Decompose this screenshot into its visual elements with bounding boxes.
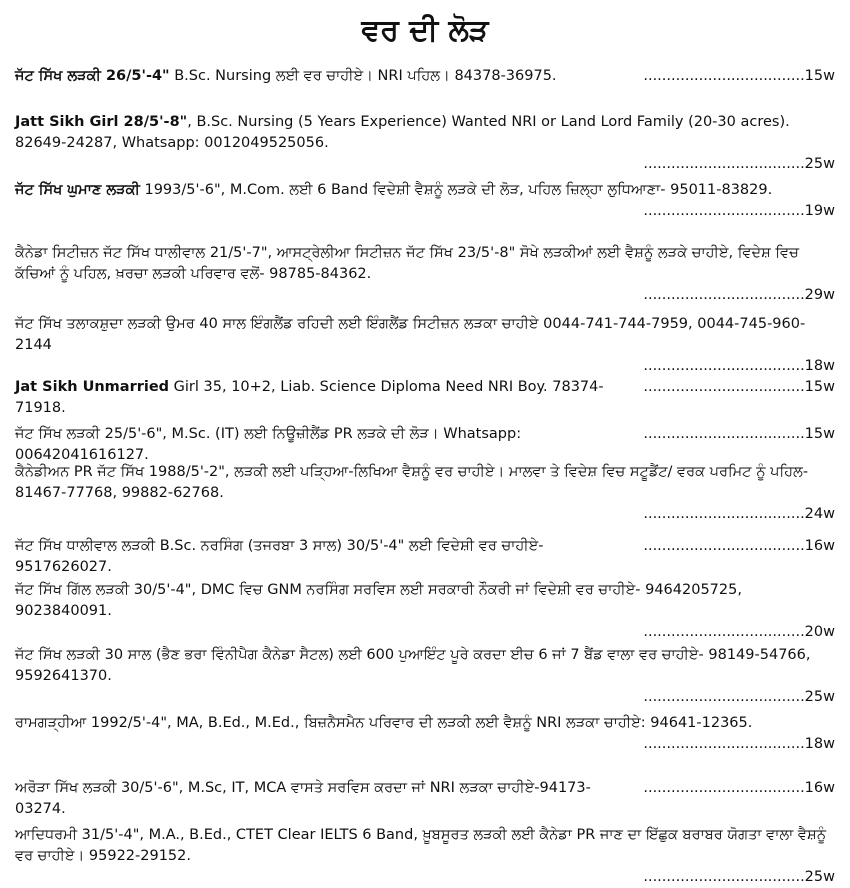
- ad-listing: [15, 112, 835, 175]
- ad-word-count: ...................................16w: [643, 780, 835, 796]
- ad-description: ਅਰੋੜਾ ਸਿੱਖ ਲੜਕੀ 30/5'-6", M.Sc, IT, MCA ਵਾਸਤੇ ਸਰਵਿਸ ਕਰਦਾ ਜਾਂ NRI ਲੜਕਾ ਚਾਹੀਏ-94173-03274.: [15, 780, 591, 817]
- ad-text: [15, 462, 835, 504]
- ad-description: ਜੱਟ ਸਿੱਖ ਧਾਲੀਵਾਲ ਲੜਕੀ B.Sc. ਨਰਸਿੰਗ (ਤਜਰਬਾ 3 ਸਾਲ) 30/5'-4" ਲਈ ਵਿਦੇਸ਼ੀ ਵਰ ਚਾਹੀਏ- 9517626027.: [15, 538, 544, 575]
- ad-text: [15, 580, 835, 622]
- ad-text: [15, 713, 835, 734]
- ad-heading: Jat Sikh Unmarried: [15, 379, 170, 395]
- ad-description: Girl 35, 10+2, Liab. Science Diploma Need NRI Boy. 78374-71918.: [15, 379, 604, 416]
- ad-text: [15, 314, 835, 356]
- ad-description: ਆਦਿਧਰਮੀ 31/5'-4", M.A., B.Ed., CTET Clear IELTS 6 Band, ਖ਼ੂਬਸੂਰਤ ਲੜਕੀ ਲਈ ਕੈਨੇਡਾ PR ਜਾਣ ਦਾ ਇੱਛੁਕ ਬਰਾਬਰ ਯੋਗਤਾ ਵਾਲਾ ਵੈਸ਼ਨੂੰ ਵਰ ਚਾਹੀਏ। 95922-29152.: [15, 827, 827, 864]
- ad-text: [15, 112, 835, 154]
- ad-word-count: ...................................16w: [643, 538, 835, 554]
- ad-word-count: ...................................25w: [643, 689, 835, 705]
- ad-listing: [15, 424, 835, 466]
- ad-word-count: ...................................29w: [643, 287, 835, 303]
- ad-description: , B.Sc. Nursing (5 Years Experience) Wanted NRI or Land Lord Family (20-30 acres). 82649-24287, Whatsapp: 0012049525056.: [15, 114, 790, 151]
- ad-text: [15, 66, 557, 87]
- ad-text: [15, 180, 835, 201]
- ad-listing: [15, 462, 835, 525]
- ad-listing: [15, 180, 835, 222]
- ad-description: 1993/5'-6", M.Com. ਲਈ 6 Band ਵਿਦੇਸ਼ੀ ਵੈਸ਼ਨੂੰ ਲੜਕੇ ਦੀ ਲੋੜ, ਪਹਿਲ ਜ਼ਿਲ੍ਹਾ ਲੁਧਿਆਣਾ- 95011-83829.: [139, 182, 773, 198]
- ad-text: [15, 424, 635, 466]
- ad-listing: [15, 580, 835, 643]
- ad-listing: [15, 645, 835, 708]
- ad-word-count: ...................................25w: [643, 869, 835, 885]
- ad-listing: [15, 825, 835, 888]
- ad-text: [15, 825, 835, 867]
- ad-description: ਕੈਨੇਡਾ ਸਿਟੀਜ਼ਨ ਜੱਟ ਸਿੱਖ ਧਾਲੀਵਾਲ 21/5'-7", ਆਸਟ੍ਰੇਲੀਆ ਸਿਟੀਜ਼ਨ ਜੱਟ ਸਿੱਖ 23/5'-8" ਸੋਖੇ ਲੜਕੀਆਂ ਲਈ ਵੈਸ਼ਨੂੰ ਲੜਕੇ ਚਾਹੀਏ, ਵਿਦੇਸ਼ ਵਿਚ ਕੱਚਿਆਂ ਨੂੰ ਪਹਿਲ, ਖ਼ਰਚਾ ਲੜਕੀ ਪਰਿਵਾਰ ਵਲੋਂ- 98785-84362.: [15, 245, 799, 282]
- ad-description: ਜੱਟ ਸਿੱਖ ਤਲਾਕਸ਼ੁਦਾ ਲੜਕੀ ਉਮਰ 40 ਸਾਲ ਇੰਗਲੈਂਡ ਰਹਿਦੀ ਲਈ ਇੰਗਲੈਂਡ ਸਿਟੀਜ਼ਨ ਲੜਕਾ ਚਾਹੀਏ 0044-741-744-7959, 0044-745-960-2144: [15, 316, 806, 353]
- ad-word-count: ...................................15w: [643, 379, 835, 395]
- ad-description: ਰਾਮਗੜ੍ਹੀਆ 1992/5'-4", MA, B.Ed., M.Ed., ਬਿਜ਼ਨੈਸਮੈਨ ਪਰਿਵਾਰ ਦੀ ਲੜਕੀ ਲਈ ਵੈਸ਼ਨੂੰ NRI ਲੜਕਾ ਚਾਹੀਏ: 94641-12365.: [15, 715, 753, 731]
- ad-listing: [15, 778, 835, 820]
- ad-text: [15, 645, 835, 687]
- ad-text: [15, 243, 835, 285]
- ad-word-count: ...................................24w: [643, 506, 835, 522]
- ad-word-count: ...................................19w: [643, 203, 835, 219]
- ad-text: [15, 778, 635, 820]
- ad-word-count: ...................................15w: [643, 68, 835, 84]
- ad-text: [15, 536, 635, 578]
- page-title: ਵਰ ਦੀ ਲੋੜ: [361, 13, 489, 48]
- ad-description: ਕੈਨੇਡੀਅਨ PR ਜੱਟ ਸਿੱਖ 1988/5'-2", ਲੜਕੀ ਲਈ ਪੜ੍ਹਿਆ-ਲਿਖਿਆ ਵੈਸ਼ਨੂੰ ਵਰ ਚਾਹੀਏ। ਮਾਲਵਾ ਤੇ ਵਿਦੇਸ਼ ਵਿਚ ਸਟੂਡੈਂਟ/ ਵਰਕ ਪਰਮਿਟ ਨੂੰ ਪਹਿਲ- 81467-77768, 99882-62768.: [15, 464, 809, 501]
- ad-word-count: ...................................25w: [643, 156, 835, 172]
- ad-text: [15, 377, 635, 419]
- ad-listing: [15, 243, 835, 306]
- ad-description: B.Sc. Nursing ਲਈ ਵਰ ਚਾਹੀਏ। NRI ਪਹਿਲ। 84378-36975.: [169, 68, 557, 84]
- ad-heading: Jatt Sikh Girl 28/5'-8": [15, 114, 188, 130]
- ad-listing: [15, 713, 835, 755]
- ad-description: ਜੱਟ ਸਿੱਖ ਗਿੱਲ ਲੜਕੀ 30/5'-4", DMC ਵਿਚ GNM ਨਰਸਿੰਗ ਸਰਵਿਸ ਲਈ ਸਰਕਾਰੀ ਨੌਕਰੀ ਜਾਂ ਵਿਦੇਸ਼ੀ ਵਰ ਚਾਹੀਏ- 9464205725, 9023840091.: [15, 582, 742, 619]
- ad-word-count: ...................................18w: [643, 736, 835, 752]
- ad-word-count: ...................................20w: [643, 624, 835, 640]
- ad-description: ਜੱਟ ਸਿੱਖ ਲੜਕੀ 30 ਸਾਲ (ਭੈਣ ਭਰਾ ਵਿੰਨੀਪੈਗ ਕੈਨੇਡਾ ਸੈਟਲ) ਲਈ 600 ਪੁਆਇੰਟ ਪੂਰੇ ਕਰਦਾ ਈਚ 6 ਜਾਂ 7 ਬੈਂਡ ਵਾਲਾ ਵਰ ਚਾਹੀਏ- 98149-54766, 9592641370.: [15, 647, 811, 684]
- ad-heading: ਜੱਟ ਸਿੱਖ ਘੁਮਾਣ ਲੜਕੀ: [15, 182, 140, 198]
- ad-listing: [15, 314, 835, 377]
- ad-listing: [15, 66, 835, 87]
- ad-listing: [15, 377, 835, 419]
- ad-heading: ਜੱਟ ਸਿੱਖ ਲੜਕੀ 26/5'-4": [15, 68, 170, 84]
- ad-description: ਜੱਟ ਸਿੱਖ ਲੜਕੀ 25/5'-6", M.Sc. (IT) ਲਈ ਨਿਊਜ਼ੀਲੈਂਡ PR ਲੜਕੇ ਦੀ ਲੋੜ। Whatsapp: 00642041616127.: [15, 426, 522, 463]
- ad-listing: [15, 536, 835, 578]
- ad-word-count: ...................................15w: [643, 426, 835, 442]
- ad-word-count: ...................................18w: [643, 358, 835, 374]
